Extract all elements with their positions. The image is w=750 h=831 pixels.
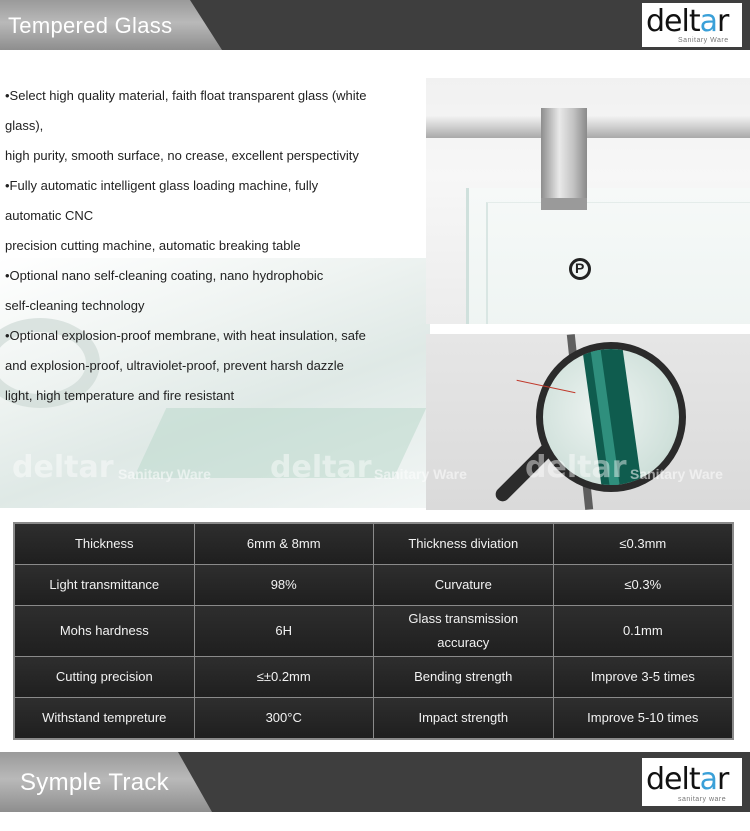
spec-value: ≤±0.2mm bbox=[195, 657, 373, 697]
section-title: Symple Track bbox=[20, 769, 169, 796]
certification-p-glyph: P bbox=[575, 260, 585, 276]
spec-label: Glass transmission accuracy bbox=[374, 606, 553, 656]
table-row bbox=[15, 698, 732, 738]
watermark-brand: deltar bbox=[12, 450, 114, 485]
spec-label: Thickness diviation bbox=[374, 524, 553, 564]
spec-value: ≤0.3% bbox=[554, 565, 732, 605]
glass-clamp-base bbox=[541, 198, 587, 210]
spec-label: Withstand tempreture bbox=[15, 698, 194, 738]
section-header-banner bbox=[0, 0, 750, 50]
watermark-brand: deltar bbox=[525, 450, 627, 485]
spec-label: Mohs hardness bbox=[15, 606, 194, 656]
spec-value: ≤0.3mm bbox=[554, 524, 732, 564]
feature-line: light, high temperature and fire resistant bbox=[5, 388, 235, 403]
feature-line: high purity, smooth surface, no crease, excellent perspectivity bbox=[5, 148, 359, 163]
spec-label: Cutting precision bbox=[15, 657, 194, 697]
spec-label: Thickness bbox=[15, 524, 194, 564]
spec-value: 98% bbox=[195, 565, 373, 605]
watermark-brand: deltar bbox=[270, 450, 372, 485]
brand-logo bbox=[642, 3, 742, 47]
feature-line: precision cutting machine, automatic breaking table bbox=[5, 238, 301, 253]
table-row bbox=[15, 606, 732, 656]
feature-list bbox=[5, 81, 425, 411]
glass-clamp bbox=[541, 108, 587, 198]
spec-value: 300°C bbox=[195, 698, 373, 738]
spec-value: 6H bbox=[195, 606, 373, 656]
table-row bbox=[15, 565, 732, 605]
section-header-banner bbox=[0, 752, 750, 812]
spec-label: Light transmittance bbox=[15, 565, 194, 605]
table-row bbox=[15, 524, 732, 564]
watermark-tagline: Sanitary Ware bbox=[630, 466, 723, 482]
spec-label: Impact strength bbox=[374, 698, 553, 738]
feature-line: glass), bbox=[5, 118, 44, 133]
stainless-rail bbox=[426, 116, 750, 138]
brand-logo bbox=[642, 758, 742, 806]
logo-tagline: Sanitary Ware bbox=[678, 37, 729, 44]
spec-value: 6mm & 8mm bbox=[195, 524, 373, 564]
product-intro bbox=[0, 78, 750, 510]
logo-wordmark: deltar bbox=[646, 762, 729, 797]
glass-pane-edge bbox=[486, 202, 750, 324]
watermark-tagline: Sanitary Ware bbox=[118, 466, 211, 482]
feature-line: and explosion-proof, ultraviolet-proof, prevent harsh dazzle bbox=[5, 358, 344, 373]
feature-line: self-cleaning technology bbox=[5, 298, 145, 313]
feature-line: •Select high quality material, faith float transparent glass (white bbox=[5, 88, 367, 103]
spec-value: Improve 3-5 times bbox=[554, 657, 732, 697]
feature-line: •Optional explosion-proof membrane, with heat insulation, safe bbox=[5, 328, 366, 343]
section-title: Tempered Glass bbox=[8, 13, 173, 38]
spec-value: 0.1mm bbox=[554, 606, 732, 656]
logo-wordmark: deltar bbox=[646, 4, 729, 39]
logo-tagline: sanitary ware bbox=[678, 796, 727, 803]
glass-clamp-photo bbox=[426, 78, 750, 324]
spec-label: Bending strength bbox=[374, 657, 553, 697]
spec-table bbox=[13, 522, 734, 740]
spec-label: Curvature bbox=[374, 565, 553, 605]
table-row bbox=[15, 657, 732, 697]
feature-line: •Optional nano self-cleaning coating, nano hydrophobic bbox=[5, 268, 324, 283]
spec-value: Improve 5-10 times bbox=[554, 698, 732, 738]
feature-line: •Fully automatic intelligent glass loading machine, fully bbox=[5, 178, 319, 193]
watermark-tagline: Sanitary Ware bbox=[374, 466, 467, 482]
feature-line: automatic CNC bbox=[5, 208, 94, 223]
